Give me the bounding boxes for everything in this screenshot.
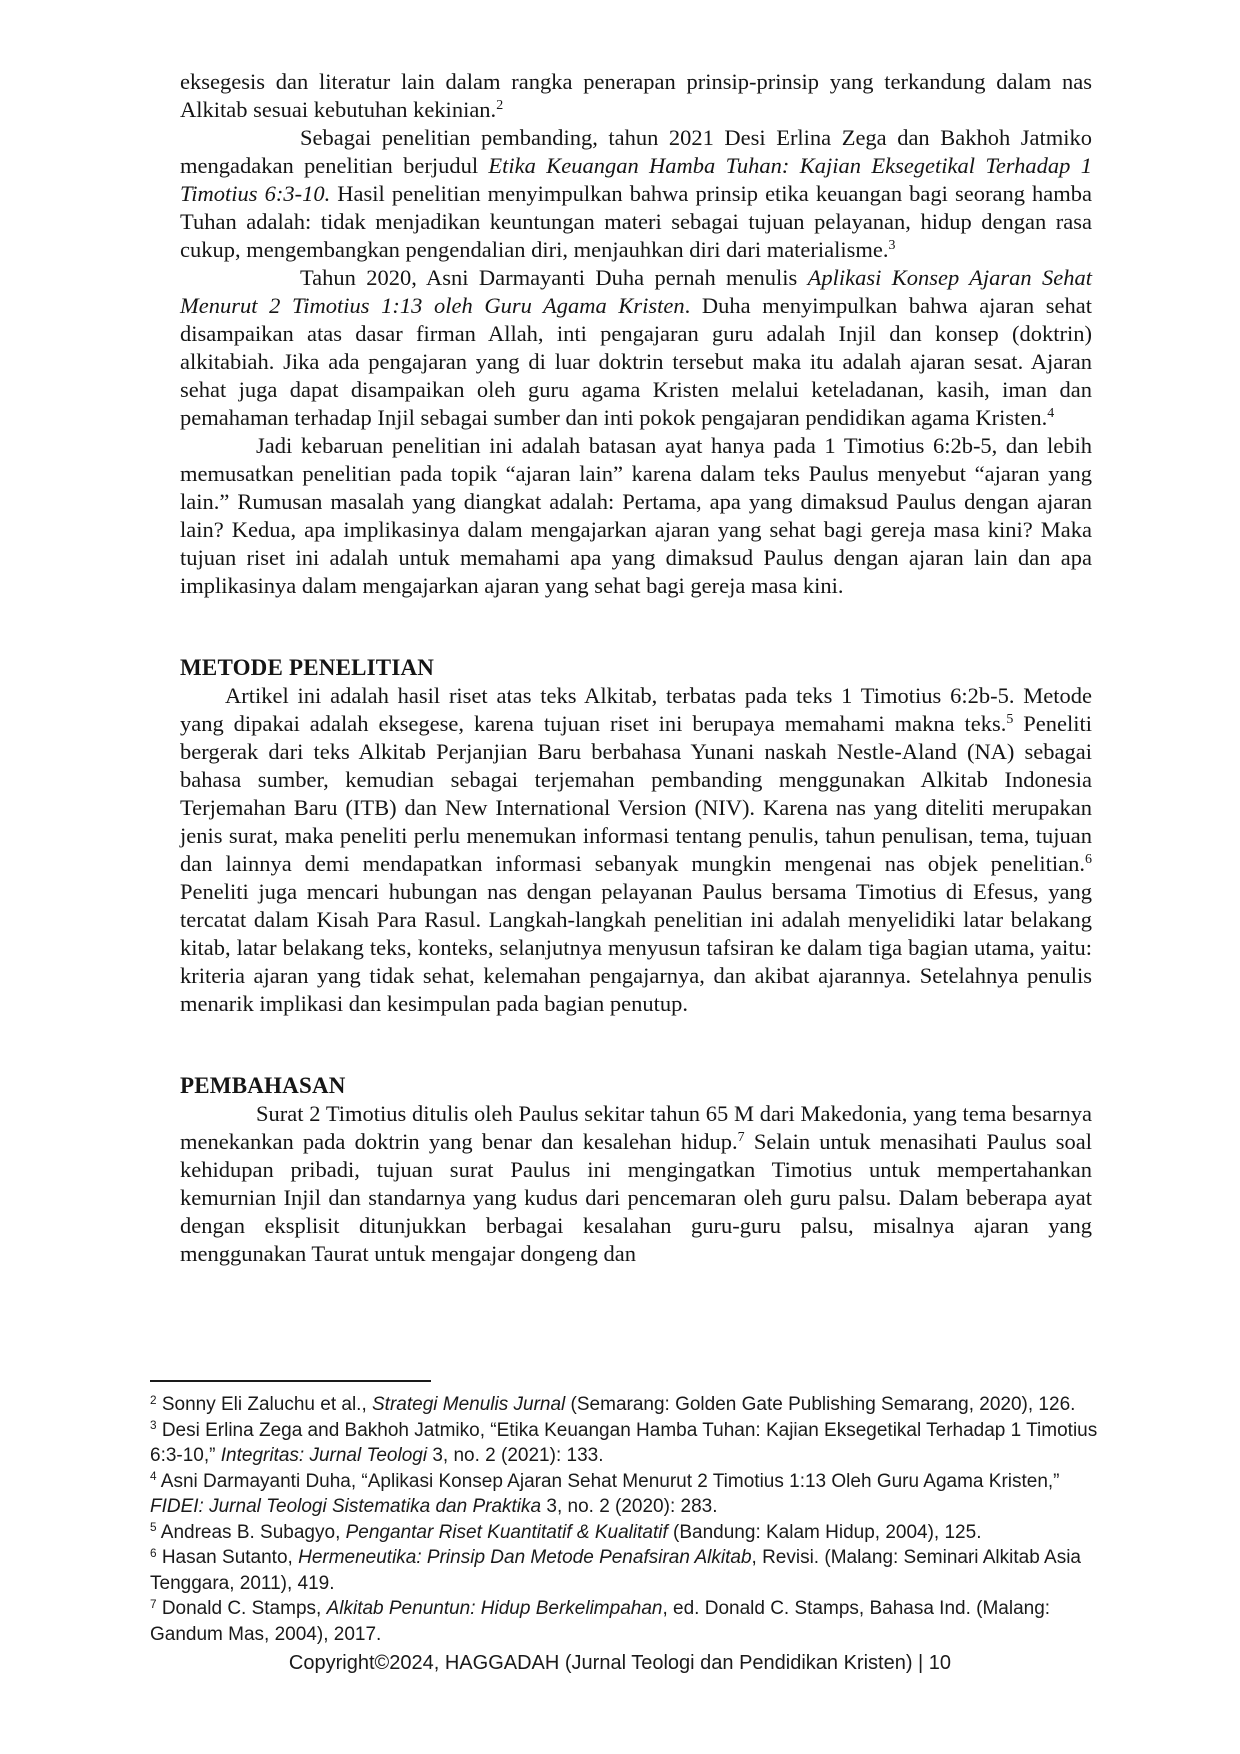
text-run: eksegesis dan literatur lain dalam rangka penerapan prinsip-prinsip yang terkandung dalam nas Alkitab sesuai kebutuhan kekinian. xyxy=(180,69,1092,122)
footnote-reference: 2 xyxy=(496,98,504,114)
italic-text-run: Integritas: Jurnal Teologi xyxy=(220,1445,428,1466)
footnote-number: 2 xyxy=(150,1393,157,1407)
page-footer xyxy=(0,1650,1240,1676)
text-run: , Revisi. (Malang: Seminari Alkitab Asia Tenggara, 2011), 419. xyxy=(150,1547,1081,1594)
footnote-reference: 3 xyxy=(888,238,896,254)
text-run: Sebagai penelitian pembanding, tahun 2021 Desi Erlina Zega dan Bakhoh Jatmiko mengadakan penelitian berjudul xyxy=(180,125,1092,178)
body-paragraph xyxy=(180,264,1092,432)
footnote-separator xyxy=(150,1380,431,1382)
body-paragraph xyxy=(180,682,1092,1018)
text-run: Asni Darmayanti Duha, “Aplikasi Konsep Ajaran Sehat Menurut 2 Timotius 1:13 Oleh Guru Agama Kristen,” xyxy=(160,1470,1060,1492)
italic-text-run: FIDEI: Jurnal Teologi Sistematika dan Praktika xyxy=(150,1496,542,1517)
text-run: Tahun 2020, Asni Darmayanti Duha pernah menulis xyxy=(300,265,808,290)
footnote xyxy=(150,1469,1101,1520)
body-paragraph xyxy=(180,124,1092,264)
footer-text: Copyright©2024, HAGGADAH (Jurnal Teologi dan Pendidikan Kristen) | 10 xyxy=(288,1652,952,1674)
footnote-reference: 7 xyxy=(737,1130,745,1146)
body-paragraph xyxy=(180,68,1092,124)
footnote xyxy=(150,1545,1101,1596)
footnote xyxy=(150,1596,1101,1647)
footnote-number: 7 xyxy=(150,1597,157,1611)
italic-text-run: Pengantar Riset Kuantitatif & Kualitatif xyxy=(345,1521,668,1543)
section-heading: METODE PENELITIAN xyxy=(180,655,435,680)
text-run: 3, no. 2 (2021): 133. xyxy=(427,1445,604,1466)
text-run: . Duha menyimpulkan bahwa ajaran sehat disampaikan atas dasar firman Allah, inti pengajaran guru adalah Injil dan konsep (doktrin) alkitabiah. Jika ada pengajaran yang di luar doktrin tersebut maka itu adalah ajaran sesat. Ajaran sehat juga dapat disampaikan oleh guru agama Kristen melalui keteladanan, kasih, iman dan pemahaman terhadap Injil sebagai sumber dan inti pokok pengajaran pendidikan agama Kristen. xyxy=(180,293,1092,430)
italic-text-run: Strategi Menulis Jurnal xyxy=(372,1394,566,1415)
footnote-reference: 4 xyxy=(1047,406,1055,422)
section-heading: PEMBAHASAN xyxy=(180,1073,346,1098)
text-run: Hasil penelitian menyimpulkan bahwa prinsip etika keuangan bagi seorang hamba Tuhan adalah: tidak menjadikan keuntungan materi sebagai tujuan pelayanan, hidup dengan rasa cukup, mengembangkan pengendalian diri, menjauhkan diri dari materialisme. xyxy=(180,181,1092,262)
footnote xyxy=(150,1392,1101,1418)
text-run: Jadi kebaruan penelitian ini adalah batasan ayat hanya pada 1 Timotius 6:2b-5, dan lebih memusatkan penelitian pada topik “ajaran lain” karena dalam teks Paulus menyebut “ajaran yang lain.” Rumusan masalah yang diangkat adalah: Pertama, apa yang dimaksud Paulus dengan ajaran lain? Kedua, apa implikasinya dalam mengajarkan ajaran yang sehat bagi gereja masa kini? Maka tujuan riset ini adalah untuk memahami apa yang dimaksud Paulus dengan ajaran lain dan apa implikasinya dalam mengajarkan ajaran yang sehat bagi gereja masa kini. xyxy=(180,433,1092,598)
body-paragraph xyxy=(180,1100,1092,1268)
footnote-number: 4 xyxy=(150,1470,157,1484)
text-run: 3, no. 2 (2020): 283. xyxy=(541,1496,718,1517)
footnote xyxy=(150,1520,1101,1546)
text-run: Hasan Sutanto, xyxy=(161,1547,299,1568)
text-run: Andreas B. Subagyo, xyxy=(160,1521,346,1543)
footnote-number: 5 xyxy=(150,1521,157,1535)
footnote-number: 6 xyxy=(150,1546,157,1560)
text-run: Sonny Eli Zaluchu et al., xyxy=(161,1394,372,1415)
text-run: , ed. Donald C. Stamps, Bahasa Ind. (Malang: Gandum Mas, 2004), 2017. xyxy=(150,1598,1051,1645)
text-run: Peneliti bergerak dari teks Alkitab Perjanjian Baru berbahasa Yunani naskah Nestle-Aland (NA) sebagai bahasa sumber, kemudian sebagai terjemahan pembanding menggunakan Alkitab Indonesia Terjemahan Baru (ITB) dan New International Version (NIV). Karena nas yang diteliti merupakan jenis surat, maka peneliti perlu menemukan informasi tentang penulis, tahun penulisan, tema, tujuan dan lainnya demi mendapatkan informasi sebanyak mungkin mengenai nas objek penelitian. xyxy=(180,711,1092,876)
text-run: Desi Erlina Zega and Bakhoh Jatmiko, “Etika Keuangan Hamba Tuhan: Kajian Eksegetikal Terhadap 1 Timotius 6:3-10,” xyxy=(150,1419,1098,1466)
italic-text-run: Hermeneutika: Prinsip Dan Metode Penafsiran Alkitab xyxy=(298,1547,752,1568)
italic-text-run: Aplikasi Konsep Ajaran Sehat Menurut 2 Timotius 1:13 oleh Guru Agama Kristen xyxy=(180,265,1093,318)
text-run: Artikel ini adalah hasil riset atas teks Alkitab, terbatas pada teks 1 Timotius 6:2b-5. Metode yang dipakai adalah eksegese, karena tujuan riset ini berupaya memahami makna teks. xyxy=(180,683,1092,736)
text-run: Peneliti juga mencari hubungan nas dengan pelayanan Paulus bersama Timotius di Efesus, yang tercatat dalam Kisah Para Rasul. Langkah-langkah penelitian ini adalah menyelidiki latar belakang kitab, latar belakang teks, konteks, selanjutnya menyusun tafsiran ke dalam tiga bagian utama, yaitu: kriteria ajaran yang tidak sehat, kelemahan pengajarnya, dan akibat ajarannya. Setelahnya penulis menarik implikasi dan kesimpulan pada bagian penutup. xyxy=(180,879,1092,1016)
footnote-section xyxy=(150,1380,1101,1647)
text-run: (Bandung: Kalam Hidup, 2004), 125. xyxy=(667,1521,982,1543)
footnote-number: 3 xyxy=(150,1419,157,1433)
text-run: Donald C. Stamps, xyxy=(161,1598,327,1619)
body-paragraph xyxy=(180,432,1092,600)
footnote xyxy=(150,1418,1101,1469)
text-run: Surat 2 Timotius ditulis oleh Paulus sekitar tahun 65 M dari Makedonia, yang tema besarnya menekankan pada doktrin yang benar dan kesalehan hidup. xyxy=(180,1101,1092,1154)
footnote-reference: 6 xyxy=(1085,852,1092,868)
footnote-reference: 5 xyxy=(1006,712,1014,728)
italic-text-run: Alkitab Penuntun: Hidup Berkelimpahan xyxy=(326,1598,663,1619)
text-run: (Semarang: Golden Gate Publishing Semarang, 2020), 126. xyxy=(565,1394,1076,1415)
footnote-list xyxy=(150,1392,1101,1647)
text-run: Selain untuk menasihati Paulus soal kehidupan pribadi, tujuan surat Paulus ini mengingatkan Timotius untuk mempertahankan kemurnian Injil dan standarnya yang kudus dari pencemaran oleh guru palsu. Dalam beberapa ayat dengan eksplisit ditunjukkan berbagai kesalahan guru-guru palsu, misalnya ajaran yang menggunakan Taurat untuk mengajar dongeng dan xyxy=(180,1129,1093,1266)
italic-text-run: Etika Keuangan Hamba Tuhan: Kajian Eksegetikal Terhadap 1 Timotius 6:3-10. xyxy=(180,153,1092,206)
article-body xyxy=(180,68,1092,1268)
